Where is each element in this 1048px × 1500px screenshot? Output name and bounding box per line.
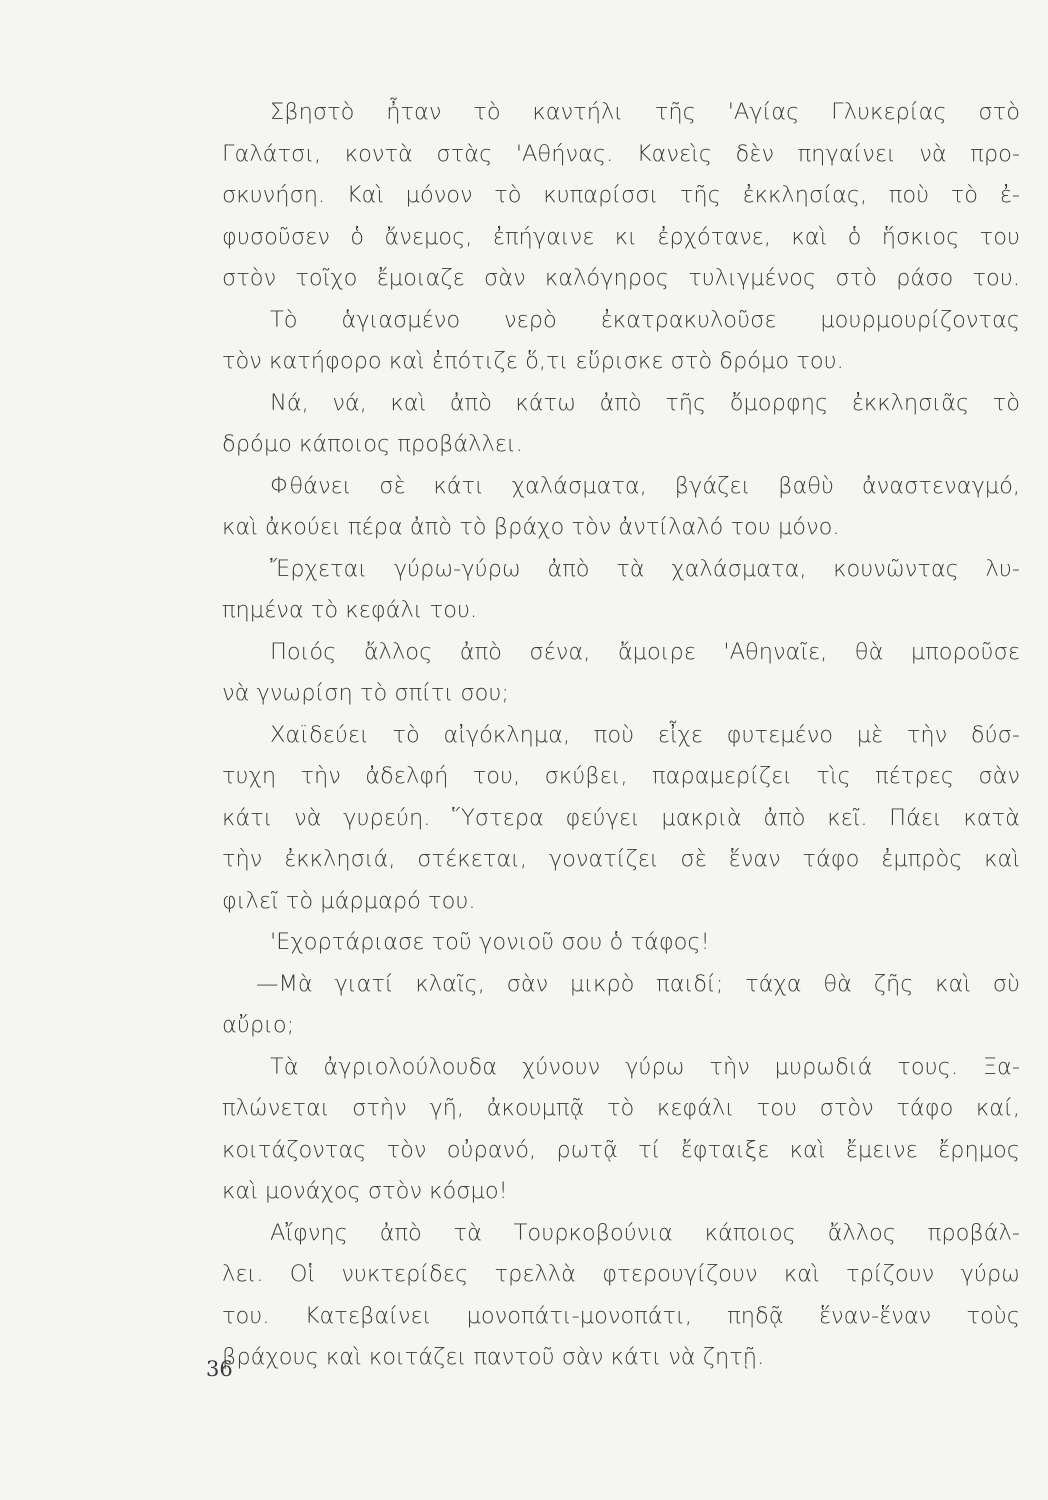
text-line: κοιτάζοντας τὸν οὐρανό, ρωτᾷ τί ἔφταιξε καὶ ἔμεινε ἔρημος	[222, 1136, 1020, 1163]
text-line: φιλεῖ τὸ μάρμαρό του.	[222, 887, 476, 914]
text-line: Τὰ ἀγριολούλουδα χύνουν γύρω τὴν μυρωδιά τους. Ξα-	[270, 1053, 1020, 1080]
text-line: τὴν ἐκκλησιά, στέκεται, γονατίζει σὲ ἕναν τάφο ἐμπρὸς καὶ	[222, 846, 1020, 872]
text-line: σκυνήση. Καὶ μόνον τὸ κυπαρίσσι τῆς ἐκκλησίας, ποὺ τὸ ἐ-	[222, 182, 1020, 208]
text-line: Σβηστὸ ἦταν τὸ καντήλι τῆς 'Αγίας Γλυκερίας στὸ	[270, 99, 1020, 125]
text-line: Νά, νά, καὶ ἀπὸ κάτω ἀπὸ τῆς ὄμορφης ἐκκλησιᾶς τὸ	[270, 389, 1020, 416]
text-line: Ποιός ἄλλος ἀπὸ σένα, ἄμοιρε 'Αθηναῖε, θὰ μποροῦσε	[270, 638, 1020, 665]
text-line: νὰ γνωρίση τὸ σπίτι σου;	[222, 680, 509, 706]
text-line: κάτι νὰ γυρεύη. Ὕστερα φεύγει μακριὰ ἀπὸ κεῖ. Πάει κατὰ	[222, 804, 1020, 831]
text-line: καὶ ἀκούει πέρα ἀπὸ τὸ βράχο τὸν ἀντίλαλό του μόνο.	[222, 514, 840, 540]
text-line: Φθάνει σὲ κάτι χαλάσματα, βγάζει βαθὺ ἀναστεναγμό,	[270, 472, 1020, 499]
text-line: τὸν κατήφορο καὶ ἐπότιζε ὅ,τι εὕρισκε στὸ δρόμο του.	[222, 348, 844, 374]
text-line: λει. Οἱ νυκτερίδες τρελλὰ φτερουγίζουν καὶ τρίζουν γύρω	[222, 1261, 1020, 1287]
text-line: —Μὰ γιατί κλαῖς, σὰν μικρὸ παιδί; τάχα θὰ ζῆς καὶ σὺ	[256, 970, 1020, 997]
text-line: 'Εχορτάριασε τοῦ γονιοῦ σου ὁ τάφος!	[270, 929, 710, 955]
text-line: βράχους καὶ κοιτάζει παντοῦ σὰν κάτι νὰ ζητῇ.	[222, 1344, 765, 1370]
text-line: στὸν τοῖχο ἔμοιαζε σὰν καλόγηρος τυλιγμένος στὸ ράσο του.	[222, 265, 1020, 291]
text-line: καὶ μονάχος στὸν κόσμο!	[222, 1178, 508, 1204]
text-line: Αἴφνης ἀπὸ τὰ Τουρκοβούνια κάποιος ἄλλος προβάλ-	[270, 1219, 1020, 1246]
text-line: Χαϊδεύει τὸ αἰγόκλημα, ποὺ εἶχε φυτεμένο μὲ τὴν δύσ-	[270, 721, 1020, 748]
text-line: Γαλάτσι, κοντὰ στὰς 'Αθήνας. Κανεὶς δὲν πηγαίνει νὰ προ-	[222, 140, 1020, 167]
text-line: Ἔρχεται γύρω-γύρω ἀπὸ τὰ χαλάσματα, κουνῶντας λυ-	[270, 555, 1020, 582]
text-line: πημένα τὸ κεφάλι του.	[222, 597, 478, 623]
text-line: Τὸ ἁγιασμένο νερὸ ἐκατρακυλοῦσε μουρμουρίζοντας	[270, 306, 1020, 333]
text-line: φυσοῦσεν ὁ ἄνεμος, ἐπήγαινε κι ἐρχότανε, καὶ ὁ ἥσκιος του	[222, 223, 1020, 250]
text-line: τυχη τὴν ἀδελφή του, σκύβει, παραμερίζει τὶς πέτρες σὰν	[222, 763, 1020, 789]
text-line: αὔριο;	[222, 1012, 295, 1038]
page-number: 36	[206, 1357, 233, 1381]
text-line: του. Κατεβαίνει μονοπάτι-μονοπάτι, πηδᾷ ἕναν-ἕναν τοὺς	[222, 1302, 1020, 1329]
text-line: δρόμο κάποιος προβάλλει.	[222, 431, 523, 457]
text-line: πλώνεται στὴν γῆ, ἀκουμπᾷ τὸ κεφάλι του στὸν τάφο καί,	[222, 1095, 1020, 1121]
